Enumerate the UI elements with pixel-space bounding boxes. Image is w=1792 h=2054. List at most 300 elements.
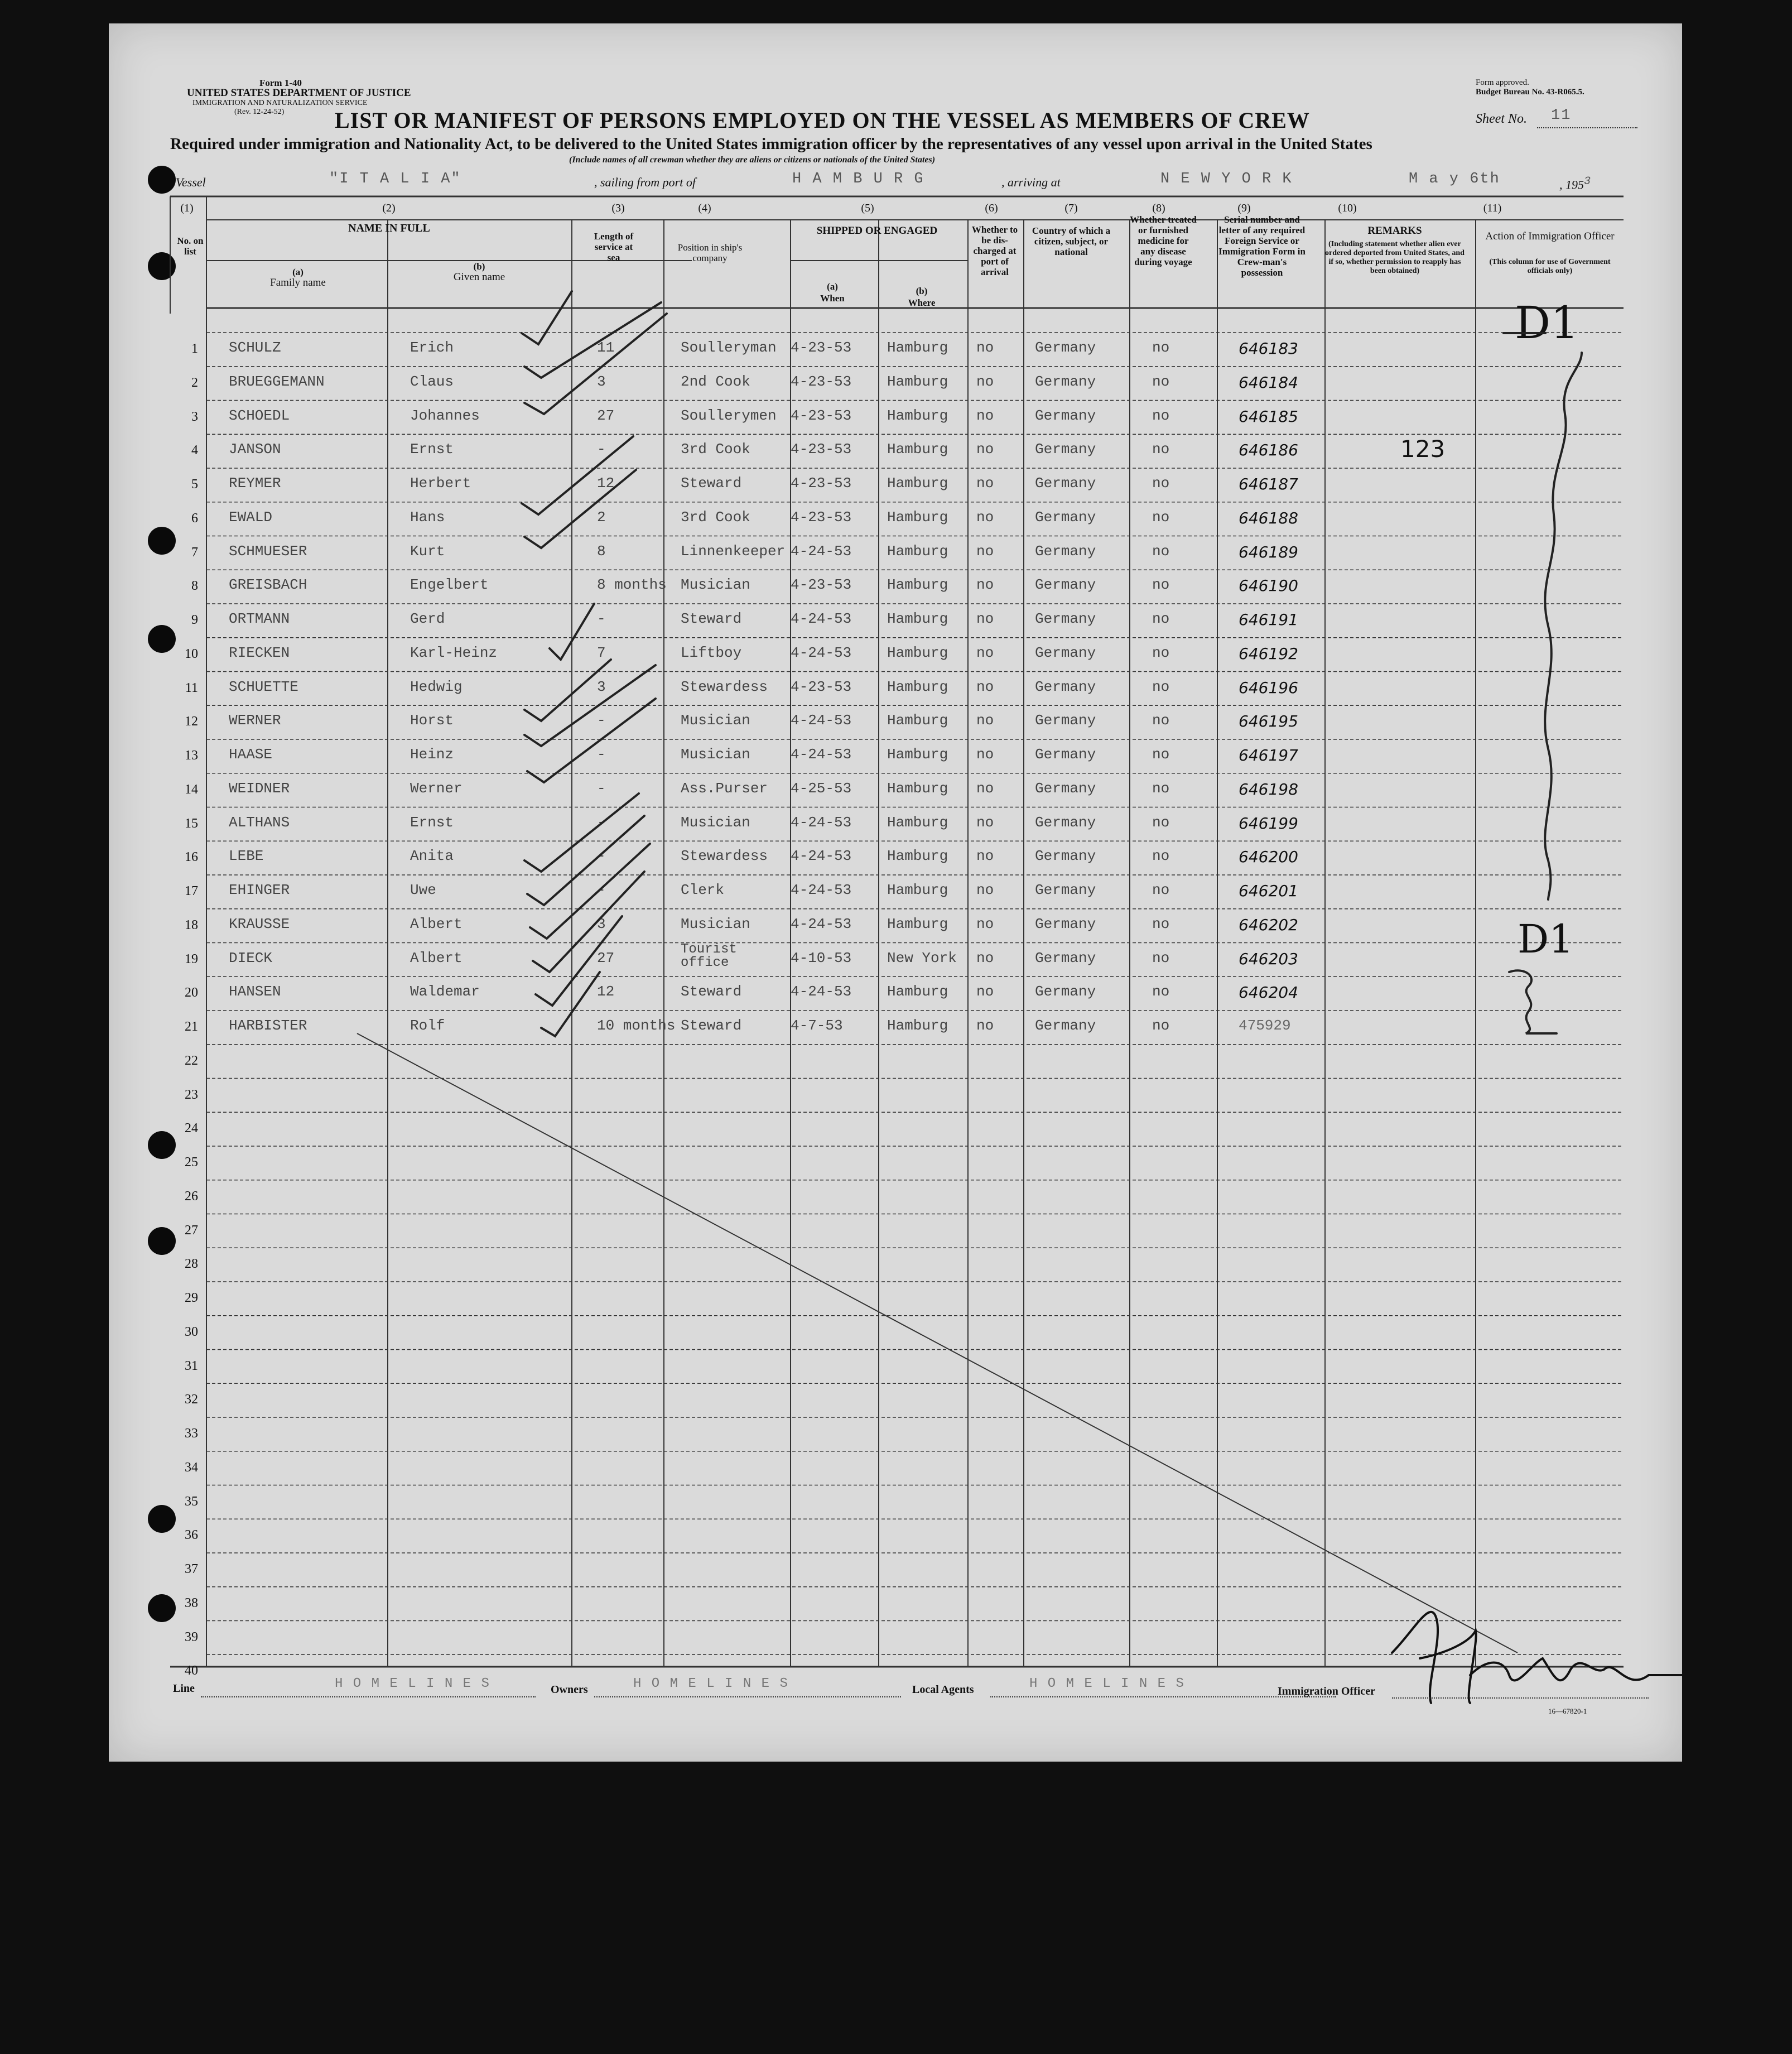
row-number: 10 [185,646,198,661]
cell-position: Ass.Purser [681,780,768,797]
col-action-note: (This column for use of Government officials only) [1489,258,1611,275]
cell-discharge: no [976,1017,994,1034]
cell-when: 4-23-53 [791,373,852,390]
cell-family: ALTHANS [229,814,290,831]
cell-given: Werner [410,780,463,797]
cell-medicine: no [1152,746,1170,763]
cell-when: 4-24-53 [791,746,852,763]
cell-where: Hamburg [887,814,948,831]
row-number: 2 [191,375,198,390]
row-number: 6 [191,511,198,526]
cell-country: Germany [1035,407,1096,424]
cell-given: Horst [410,712,454,729]
action-mark-top: D1 [1515,297,1579,349]
cell-serial: 646192 [1239,644,1298,663]
row-number: 28 [185,1257,198,1272]
cell-position: Musician [681,576,750,594]
cell-country: Germany [1035,610,1096,627]
cell-given: Hans [410,508,445,526]
row-number: 35 [185,1494,198,1509]
cell-position: 2nd Cook [681,373,750,390]
footer-owners-value: H O M E L I N E S [633,1676,789,1691]
cell-where: Hamburg [887,441,948,458]
cell-medicine: no [1152,407,1170,424]
footer-officer-label: Immigration Officer [1278,1685,1375,1697]
cell-when: 4-7-53 [791,1017,843,1034]
cell-when: 4-24-53 [791,814,852,831]
cell-discharge: no [976,814,994,831]
row-number: 32 [185,1392,198,1407]
col-remarks-note: (Including statement whether alien ever ordered deported from United States, and if so, whether permission to reapply has been obtained) [1325,240,1465,275]
cell-medicine: no [1152,848,1170,865]
cell-discharge: no [976,848,994,865]
row-number: 23 [185,1087,198,1102]
include-note: (Include names of all crewman whether they are aliens or citizens or nationals of the United States) [569,155,936,165]
row-number: 21 [185,1019,198,1034]
row-number: 4 [191,443,198,458]
cell-when: 4-24-53 [791,644,852,661]
cell-when: 4-10-53 [791,949,852,966]
footer-officer-rule [1392,1697,1649,1699]
cell-family: EHINGER [229,882,290,898]
cell-discharge: no [976,712,994,729]
cell-where: Hamburg [887,780,948,797]
cell-medicine: no [1152,780,1170,797]
row-number: 7 [191,545,198,560]
cell-service: 27 [597,407,615,424]
remarks-number: 123 [1400,435,1446,463]
cell-discharge: no [976,508,994,526]
cell-medicine: no [1152,644,1170,661]
cell-service: 27 [597,949,615,966]
col-10-number: (10) [1338,202,1357,214]
cell-serial: 646204 [1239,983,1298,1002]
cell-when: 4-23-53 [791,407,852,424]
cell-country: Germany [1035,882,1096,898]
col-length-service: Length of service at sea [594,231,634,263]
cell-serial: 646201 [1239,882,1298,900]
cell-family: HANSEN [229,983,281,1000]
col-discharge: Whether to be dis-charged at port of arrival [971,224,1018,277]
cell-service: - [597,780,606,797]
action-mark-bottom: D1 [1518,916,1574,962]
col-country: Country of which a citizen, subject, or national [1032,225,1111,257]
cell-serial: 475929 [1239,1017,1291,1034]
cell-serial: 646196 [1239,678,1298,697]
cell-given: Ernst [410,441,454,458]
cell-when: 4-23-53 [791,508,852,526]
cell-medicine: no [1152,475,1170,492]
cell-service: 10 months [597,1017,676,1034]
col-1-number: (1) [180,202,194,214]
cell-when: 4-23-53 [791,339,852,356]
row-number: 17 [185,884,198,898]
cell-serial: 646195 [1239,712,1298,731]
cell-serial: 646186 [1239,441,1298,460]
row-number: 25 [185,1155,198,1170]
agency-line-1: UNITED STATES DEPARTMENT OF JUSTICE [187,87,411,99]
col-medicine: Whether treated or furnished medicine for any disease during voyage [1130,214,1197,267]
col-2-number: (2) [382,202,396,214]
cell-where: New York [887,949,957,966]
cell-given: Anita [410,848,454,865]
cell-where: Hamburg [887,712,948,729]
col-family-letter: (a) [292,267,304,277]
cell-discharge: no [976,780,994,797]
cell-discharge: no [976,983,994,1000]
cell-service: - [597,610,606,627]
cell-country: Germany [1035,542,1096,560]
cell-country: Germany [1035,949,1096,966]
cell-service: 11 [597,339,615,356]
cell-serial: 646203 [1239,949,1298,968]
row-number: 1 [191,341,198,356]
row-number: 27 [185,1223,198,1238]
cell-given: Hedwig [410,678,463,695]
cell-family: SCHULZ [229,339,281,356]
cell-when: 4-23-53 [791,475,852,492]
cell-medicine: no [1152,712,1170,729]
page-subtitle: Required under immigration and Nationality Act, to be delivered to the United States immigration officer by the representatives of any vessel upon arrival in the United States [170,135,1372,153]
cell-medicine: no [1152,983,1170,1000]
cell-service: - [597,712,606,729]
cell-medicine: no [1152,610,1170,627]
cell-where: Hamburg [887,848,948,865]
cell-serial: 646185 [1239,407,1298,426]
cell-given: Uwe [410,882,436,898]
cell-serial: 646184 [1239,373,1298,392]
cell-discharge: no [976,882,994,898]
col-serial-number: Serial number and letter of any required Foreign Service or Immigration Form in Crew-man's possession [1218,214,1306,278]
vessel-name: "I T A L I A" [329,171,461,187]
cell-discharge: no [976,915,994,932]
cell-when: 4-25-53 [791,780,852,797]
cell-given: Albert [410,949,463,966]
col-when-letter: (a) [827,281,838,292]
cell-country: Germany [1035,746,1096,763]
row-number: 33 [185,1426,198,1441]
cell-when: 4-24-53 [791,712,852,729]
cell-country: Germany [1035,373,1096,390]
cell-when: 4-23-53 [791,678,852,695]
cell-country: Germany [1035,441,1096,458]
cell-country: Germany [1035,814,1096,831]
cell-family: SCHOEDL [229,407,290,424]
cell-discharge: no [976,678,994,695]
row-number: 3 [191,409,198,424]
cell-medicine: no [1152,1017,1170,1034]
cell-service: 12 [597,983,615,1000]
col-6-number: (6) [985,202,998,214]
cell-given: Erich [410,339,454,356]
cell-discharge: no [976,441,994,458]
cell-service: - [597,441,606,458]
col-action-officer: Action of Immigration Officer [1485,230,1615,242]
cell-serial: 646189 [1239,542,1298,561]
cell-serial: 646197 [1239,746,1298,764]
cell-country: Germany [1035,712,1096,729]
cell-given: Heinz [410,746,454,763]
col-when: When [820,293,845,304]
cell-medicine: no [1152,441,1170,458]
cell-service: 3 [597,373,606,390]
cell-where: Hamburg [887,475,948,492]
cell-position: Stewardess [681,678,768,695]
cell-where: Hamburg [887,915,948,932]
cell-position: Steward [681,1017,742,1034]
row-number: 36 [185,1528,198,1543]
row-number: 34 [185,1460,198,1475]
cell-position: Linnenkeeper [681,542,786,560]
col-shipped-engaged: SHIPPED OR ENGAGED [816,225,938,237]
col-5-number: (5) [861,202,874,214]
row-number: 37 [185,1562,198,1576]
cell-country: Germany [1035,1017,1096,1034]
col-where-letter: (b) [916,286,928,296]
cell-discharge: no [976,373,994,390]
cell-serial: 646188 [1239,508,1298,527]
cell-country: Germany [1035,339,1096,356]
cell-given: Johannes [410,407,480,424]
approval-line-2: Budget Bureau No. 43-R065.5. [1476,88,1584,97]
footer-agents-label: Local Agents [912,1683,974,1696]
cell-serial: 646199 [1239,814,1298,833]
cell-service: 3 [597,678,606,695]
cell-where: Hamburg [887,576,948,594]
cell-family: SCHMUESER [229,542,307,560]
cell-family: DIECK [229,949,273,966]
col-4-number: (4) [698,202,711,214]
cell-where: Hamburg [887,983,948,1000]
row-number: 8 [191,579,198,594]
cell-discharge: no [976,644,994,661]
cell-discharge: no [976,339,994,356]
cell-where: Hamburg [887,339,948,356]
cell-given: Albert [410,915,463,932]
col-no-on-list: No. on list [177,235,204,257]
cell-where: Hamburg [887,610,948,627]
cell-where: Hamburg [887,373,948,390]
col-given-letter: (b) [473,261,485,272]
cell-discharge: no [976,949,994,966]
cell-when: 4-23-53 [791,441,852,458]
row-number: 24 [185,1121,198,1136]
approval-line-1: Form approved. [1476,78,1529,87]
row-number: 14 [185,782,198,797]
row-number: 15 [185,816,198,831]
form-number: Form 1-40 [259,78,302,88]
row-number: 5 [191,477,198,492]
row-number: 13 [185,748,198,763]
cell-when: 4-24-53 [791,542,852,560]
cell-when: 4-24-53 [791,848,852,865]
cell-where: Hamburg [887,644,948,661]
cell-country: Germany [1035,678,1096,695]
cell-serial: 646190 [1239,576,1298,595]
agency-line-2: IMMIGRATION AND NATURALIZATION SERVICE [192,99,368,107]
cell-when: 4-24-53 [791,610,852,627]
cell-service: - [597,814,606,831]
cell-given: Rolf [410,1017,445,1034]
cell-given: Waldemar [410,983,480,1000]
cell-medicine: no [1152,373,1170,390]
cell-country: Germany [1035,983,1096,1000]
cell-discharge: no [976,407,994,424]
cell-given: Claus [410,373,454,390]
cell-country: Germany [1035,644,1096,661]
footer-agents-value: H O M E L I N E S [1029,1676,1185,1691]
row-number: 29 [185,1291,198,1305]
cell-medicine: no [1152,882,1170,898]
cell-service: 8 months [597,576,667,594]
cell-serial: 646198 [1239,780,1298,798]
cell-given: Engelbert [410,576,489,594]
footer-line-label: Line [173,1682,195,1695]
print-code: 16—67820-1 [1548,1707,1587,1715]
cell-serial: 646187 [1239,475,1298,493]
cell-service: 3 [597,915,606,932]
cell-when: 4-23-53 [791,576,852,594]
footer-line-rule [201,1696,536,1697]
cell-medicine: no [1152,542,1170,560]
cell-family: BRUEGGEMANN [229,373,325,390]
cell-family: SCHUETTE [229,678,298,695]
cell-discharge: no [976,746,994,763]
cell-position: Liftboy [681,644,742,661]
row-number: 39 [185,1629,198,1644]
col-name-in-full: NAME IN FULL [348,222,430,234]
cell-service: 12 [597,475,615,492]
col-9-number: (9) [1237,202,1251,214]
cell-position: Musician [681,814,750,831]
sheet-number-label: Sheet No. [1476,112,1527,126]
cell-medicine: no [1152,949,1170,966]
sheet-number: 11 [1551,107,1572,124]
cell-family: HAASE [229,746,273,763]
cell-given: Gerd [410,610,445,627]
col-11-number: (11) [1483,202,1502,214]
cell-given: Karl-Heinz [410,644,498,661]
cell-medicine: no [1152,576,1170,594]
row-number: 40 [185,1663,198,1678]
cell-where: Hamburg [887,508,948,526]
col-family-name: Family name [270,277,326,288]
cell-where: Hamburg [887,1017,948,1034]
row-number: 26 [185,1189,198,1204]
row-number: 12 [185,714,198,729]
row-number: 31 [185,1358,198,1373]
cell-family: WERNER [229,712,281,729]
arrival-year: , 1953 [1559,175,1592,192]
cell-discharge: no [976,542,994,560]
cell-serial: 646191 [1239,610,1298,629]
cell-position: Musician [681,746,750,763]
col-8-number: (8) [1152,202,1165,214]
cell-serial: 646183 [1239,339,1298,358]
row-number: 30 [185,1324,198,1339]
cell-given: Ernst [410,814,454,831]
cell-position: Soulleryman [681,339,777,356]
cell-position: Clerk [681,882,725,898]
cell-service: - [597,882,606,898]
row-number: 9 [191,613,198,627]
cell-family: LEBE [229,848,264,865]
cell-family: RIECKEN [229,644,290,661]
row-number: 16 [185,850,198,865]
row-number: 38 [185,1595,198,1610]
page-title: LIST OR MANIFEST OF PERSONS EMPLOYED ON THE VESSEL AS MEMBERS OF CREW [335,108,1310,133]
row-number: 11 [185,680,198,695]
cell-when: 4-24-53 [791,983,852,1000]
cell-family: EWALD [229,508,273,526]
cell-given: Kurt [410,542,445,560]
cell-position: 3rd Cook [681,441,750,458]
cell-where: Hamburg [887,407,948,424]
cell-country: Germany [1035,780,1096,797]
cell-country: Germany [1035,848,1096,865]
cell-where: Hamburg [887,882,948,898]
cell-given: Herbert [410,475,471,492]
port-of-arrival: N E W Y O R K [1160,171,1293,187]
cell-medicine: no [1152,814,1170,831]
cell-serial: 646202 [1239,915,1298,934]
cell-when: 4-24-53 [791,915,852,932]
col-7-number: (7) [1064,202,1078,214]
arriving-at-label: , arriving at [1001,175,1061,189]
footer-line-value: H O M E L I N E S [335,1676,490,1691]
cell-position: Stewardess [681,848,768,865]
officer-signature-strokes [1392,1612,1682,1703]
cell-service: 7 [597,644,606,661]
cell-serial: 646200 [1239,848,1298,867]
cell-where: Hamburg [887,678,948,695]
cell-family: KRAUSSE [229,915,290,932]
cell-medicine: no [1152,508,1170,526]
footer-owners-rule [594,1696,901,1697]
col-where: Where [908,297,936,308]
form-revision: (Rev. 12-24-52) [234,108,285,116]
cell-where: Hamburg [887,746,948,763]
vessel-label: Vessel [176,175,206,189]
row-number: 22 [185,1053,198,1068]
cell-country: Germany [1035,576,1096,594]
arrival-date: M a y 6th [1409,171,1500,187]
cell-country: Germany [1035,508,1096,526]
row-number: 18 [185,917,198,932]
port-of-departure: H A M B U R G [792,171,924,187]
col-given-name: Given name [453,271,505,283]
cell-family: REYMER [229,475,281,492]
row-number: 20 [185,985,198,1000]
cell-discharge: no [976,610,994,627]
cell-service: 2 [597,508,606,526]
cell-medicine: no [1152,915,1170,932]
cell-family: HARBISTER [229,1017,307,1034]
handwritten-marks [109,23,1682,1762]
cell-family: GREISBACH [229,576,307,594]
sailing-from-label: , sailing from port of [594,175,696,189]
cell-country: Germany [1035,915,1096,932]
cell-service: - [597,848,606,865]
cell-position: Soullerymen [681,407,777,424]
cell-service: 8 [597,542,606,560]
cell-service: - [597,746,606,763]
cell-discharge: no [976,475,994,492]
cell-position: Musician [681,915,750,932]
cell-discharge: no [976,576,994,594]
cell-medicine: no [1152,678,1170,695]
col-remarks: REMARKS [1367,225,1422,237]
